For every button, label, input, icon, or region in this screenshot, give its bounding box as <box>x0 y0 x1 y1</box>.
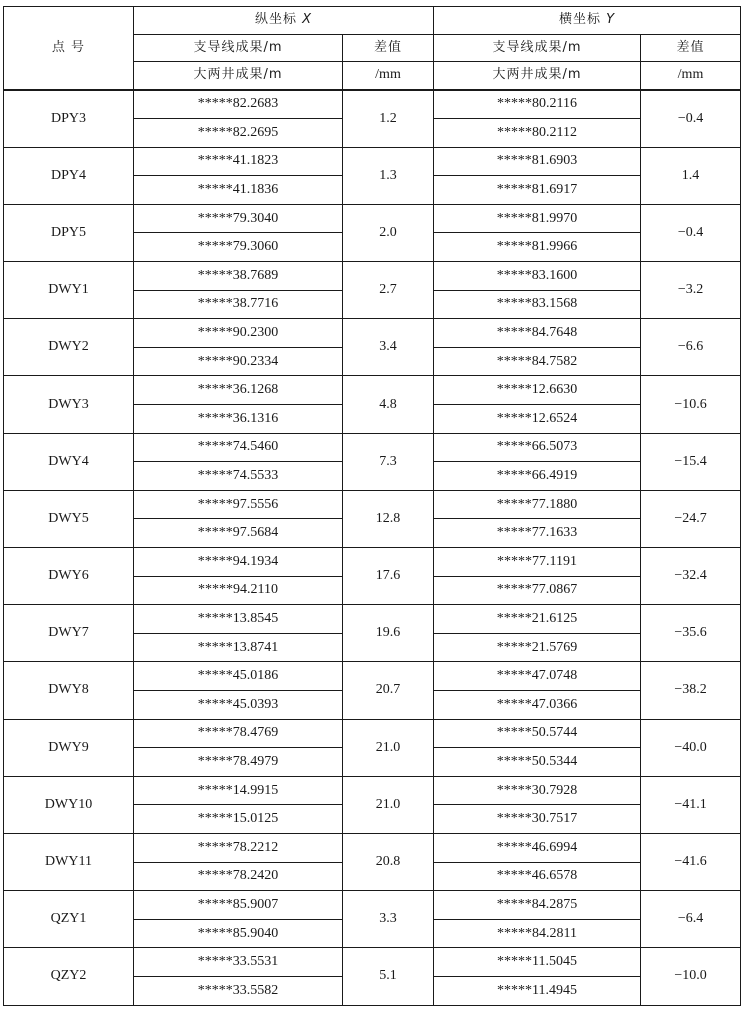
point-name-cell: DWY4 <box>4 433 134 490</box>
y-diff-header: 差值 <box>641 34 741 62</box>
y-traverse-cell: *****81.9970 <box>434 204 641 233</box>
x-diff-cell: 1.3 <box>343 147 434 204</box>
x-traverse-cell: *****90.2300 <box>134 319 343 348</box>
x-diff-cell: 21.0 <box>343 776 434 833</box>
x-diff-cell: 20.7 <box>343 662 434 719</box>
x-shaft-cell: *****79.3060 <box>134 233 343 262</box>
point-name-cell: DWY10 <box>4 776 134 833</box>
coordinate-comparison-table <box>3 6 741 1006</box>
x-traverse-cell: *****85.9007 <box>134 891 343 920</box>
table-row <box>4 662 741 691</box>
x-traverse-cell: *****78.4769 <box>134 719 343 748</box>
point-name-cell: DPY3 <box>4 90 134 148</box>
table-row <box>4 776 741 805</box>
x-traverse-cell: *****94.1934 <box>134 548 343 577</box>
y-group-header: 横坐标 Y <box>434 7 741 35</box>
x-traverse-cell: *****79.3040 <box>134 204 343 233</box>
y-diff-cell: −0.4 <box>641 204 741 261</box>
x-shaft-cell: *****74.5533 <box>134 462 343 491</box>
y-shaft-cell: *****81.6917 <box>434 176 641 205</box>
y-diff-cell: −41.1 <box>641 776 741 833</box>
y-traverse-cell: *****46.6994 <box>434 833 641 862</box>
y-traverse-cell: *****84.7648 <box>434 319 641 348</box>
x-shaft-cell: *****13.8741 <box>134 633 343 662</box>
point-name-cell: DPY5 <box>4 204 134 261</box>
point-name-cell: DWY6 <box>4 548 134 605</box>
y-diff-cell: 1.4 <box>641 147 741 204</box>
x-shaft-cell: *****33.5582 <box>134 976 343 1005</box>
point-name-cell: DWY5 <box>4 490 134 547</box>
x-diff-cell: 1.2 <box>343 90 434 148</box>
table-row <box>4 204 741 233</box>
x-traverse-cell: *****78.2212 <box>134 833 343 862</box>
table-row <box>4 891 741 920</box>
y-diff-cell: −10.6 <box>641 376 741 433</box>
y-traverse-cell: *****11.5045 <box>434 948 641 977</box>
y-shaft-cell: *****47.0366 <box>434 690 641 719</box>
y-diff-cell: −32.4 <box>641 548 741 605</box>
table-row <box>4 833 741 862</box>
x-shaft-cell: *****90.2334 <box>134 347 343 376</box>
x-diff-cell: 5.1 <box>343 948 434 1005</box>
y-shaft-cell: *****46.6578 <box>434 862 641 891</box>
table-row <box>4 719 741 748</box>
table-row <box>4 90 741 119</box>
table-row <box>4 548 741 577</box>
y-diff-cell: −3.2 <box>641 262 741 319</box>
y-diff-cell: −35.6 <box>641 605 741 662</box>
x-traverse-cell: *****45.0186 <box>134 662 343 691</box>
y-diff-cell: −10.0 <box>641 948 741 1005</box>
point-name-cell: QZY2 <box>4 948 134 1005</box>
point-name-cell: DWY11 <box>4 833 134 890</box>
point-name-cell: DWY3 <box>4 376 134 433</box>
point-name-cell: QZY1 <box>4 891 134 948</box>
x-traverse-cell: *****41.1823 <box>134 147 343 176</box>
x-shaft-cell: *****97.5684 <box>134 519 343 548</box>
table-row <box>4 376 741 405</box>
x-traverse-cell: *****36.1268 <box>134 376 343 405</box>
x-diff-cell: 20.8 <box>343 833 434 890</box>
y-traverse-cell: *****80.2116 <box>434 90 641 119</box>
header-row-1 <box>4 7 741 35</box>
x-shaft-cell: *****94.2110 <box>134 576 343 605</box>
x-diff-cell: 21.0 <box>343 719 434 776</box>
x-shaft-cell: *****15.0125 <box>134 805 343 834</box>
x-traverse-cell: *****38.7689 <box>134 262 343 291</box>
y-diff-cell: −15.4 <box>641 433 741 490</box>
x-shaft-cell: *****85.9040 <box>134 919 343 948</box>
x-diff-cell: 3.4 <box>343 319 434 376</box>
x-shaft-cell: *****78.4979 <box>134 748 343 777</box>
x-traverse-cell: *****14.9915 <box>134 776 343 805</box>
x-diff-cell: 17.6 <box>343 548 434 605</box>
point-header: 点 号 <box>4 7 134 90</box>
y-shaft-cell: *****84.7582 <box>434 347 641 376</box>
table-row <box>4 490 741 519</box>
point-name-cell: DWY2 <box>4 319 134 376</box>
axis-letter: X <box>302 12 313 28</box>
document-page <box>3 6 741 1006</box>
y-shaft-header: 大两井成果/m <box>434 62 641 90</box>
y-traverse-cell: *****12.6630 <box>434 376 641 405</box>
y-shaft-cell: *****50.5344 <box>434 748 641 777</box>
table-row <box>4 605 741 634</box>
y-traverse-cell: *****81.6903 <box>434 147 641 176</box>
y-diff-cell: −40.0 <box>641 719 741 776</box>
x-shaft-cell: *****78.2420 <box>134 862 343 891</box>
x-shaft-cell: *****82.2695 <box>134 119 343 148</box>
point-name-cell: DWY9 <box>4 719 134 776</box>
x-diff-cell: 19.6 <box>343 605 434 662</box>
y-traverse-cell: *****50.5744 <box>434 719 641 748</box>
table-row <box>4 433 741 462</box>
x-diff-cell: 2.7 <box>343 262 434 319</box>
x-traverse-header: 支导线成果/m <box>134 34 343 62</box>
table-row <box>4 262 741 291</box>
y-traverse-cell: *****21.6125 <box>434 605 641 634</box>
y-traverse-cell: *****66.5073 <box>434 433 641 462</box>
y-shaft-cell: *****84.2811 <box>434 919 641 948</box>
y-traverse-cell: *****77.1880 <box>434 490 641 519</box>
y-shaft-cell: *****80.2112 <box>434 119 641 148</box>
y-shaft-cell: *****77.0867 <box>434 576 641 605</box>
y-diff-cell: −6.4 <box>641 891 741 948</box>
point-name-cell: DWY7 <box>4 605 134 662</box>
y-shaft-cell: *****81.9966 <box>434 233 641 262</box>
x-shaft-cell: *****38.7716 <box>134 290 343 319</box>
x-traverse-cell: *****74.5460 <box>134 433 343 462</box>
x-traverse-cell: *****82.2683 <box>134 90 343 119</box>
axis-letter: Y <box>606 12 616 28</box>
x-shaft-cell: *****41.1836 <box>134 176 343 205</box>
table-row <box>4 147 741 176</box>
x-diff-cell: 4.8 <box>343 376 434 433</box>
y-diff-cell: −0.4 <box>641 90 741 148</box>
y-traverse-cell: *****83.1600 <box>434 262 641 291</box>
x-diff-unit: /mm <box>343 62 434 90</box>
x-traverse-cell: *****13.8545 <box>134 605 343 634</box>
y-shaft-cell: *****66.4919 <box>434 462 641 491</box>
y-shaft-cell: *****21.5769 <box>434 633 641 662</box>
y-traverse-cell: *****84.2875 <box>434 891 641 920</box>
y-shaft-cell: *****12.6524 <box>434 405 641 434</box>
x-diff-cell: 2.0 <box>343 204 434 261</box>
y-diff-cell: −41.6 <box>641 833 741 890</box>
x-traverse-cell: *****97.5556 <box>134 490 343 519</box>
x-shaft-cell: *****36.1316 <box>134 405 343 434</box>
x-diff-cell: 3.3 <box>343 891 434 948</box>
table-body <box>4 7 741 1006</box>
point-name-cell: DWY8 <box>4 662 134 719</box>
y-shaft-cell: *****30.7517 <box>434 805 641 834</box>
point-name-cell: DWY1 <box>4 262 134 319</box>
x-traverse-cell: *****33.5531 <box>134 948 343 977</box>
table-row <box>4 319 741 348</box>
y-diff-cell: −6.6 <box>641 319 741 376</box>
x-diff-cell: 12.8 <box>343 490 434 547</box>
y-traverse-cell: *****30.7928 <box>434 776 641 805</box>
y-diff-cell: −24.7 <box>641 490 741 547</box>
y-traverse-header: 支导线成果/m <box>434 34 641 62</box>
x-shaft-cell: *****45.0393 <box>134 690 343 719</box>
x-shaft-header: 大两井成果/m <box>134 62 343 90</box>
y-traverse-cell: *****77.1191 <box>434 548 641 577</box>
x-diff-cell: 7.3 <box>343 433 434 490</box>
y-shaft-cell: *****83.1568 <box>434 290 641 319</box>
y-diff-unit: /mm <box>641 62 741 90</box>
y-diff-cell: −38.2 <box>641 662 741 719</box>
point-name-cell: DPY4 <box>4 147 134 204</box>
x-diff-header: 差值 <box>343 34 434 62</box>
x-group-header: 纵坐标 X <box>134 7 434 35</box>
table-row <box>4 948 741 977</box>
y-traverse-cell: *****47.0748 <box>434 662 641 691</box>
y-shaft-cell: *****11.4945 <box>434 976 641 1005</box>
y-shaft-cell: *****77.1633 <box>434 519 641 548</box>
